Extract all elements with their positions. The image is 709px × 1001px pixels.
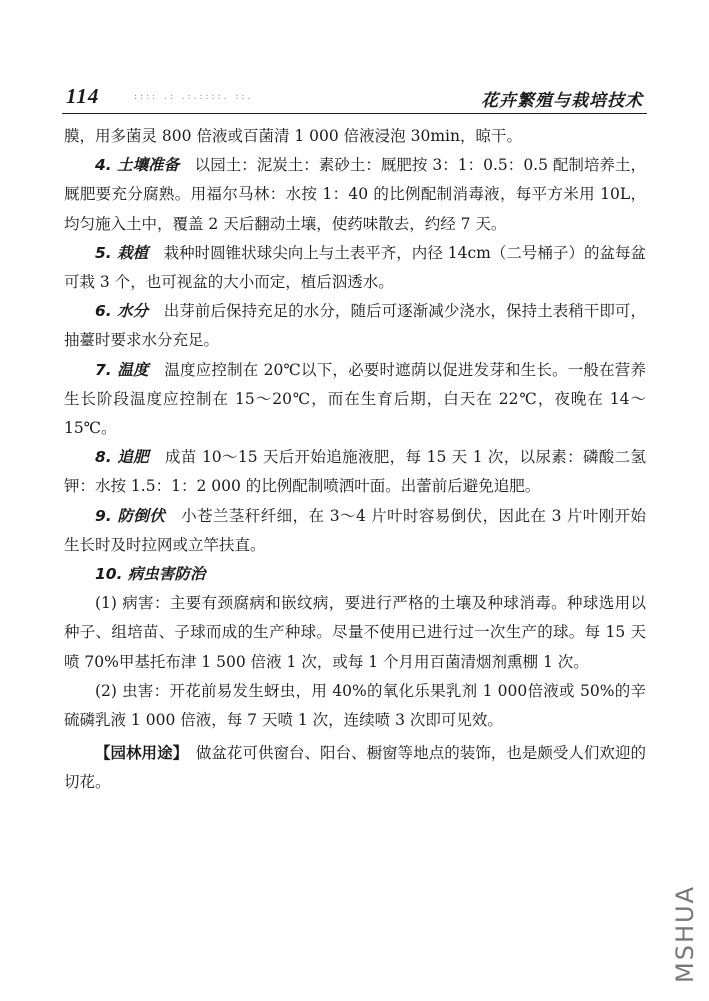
paragraph-text: (1) 病害：主要有颈腐病和嵌纹病，要进行严格的土壤及种球消毒。种球选用以种子、组培苗、子球而成的生产种球。尽量不使用已进行过一次生产的球。每 15 天喷 70%甲基托布津 1 500 倍液 1 次，或每 1 个月用百菌清烟剂熏棚 1 次。 (64, 594, 646, 671)
paragraph-lodging (64, 502, 646, 560)
paragraph-temperature (64, 356, 646, 444)
section-label: 9. 防倒伏 (95, 506, 166, 525)
paragraph-text: 小苍兰茎秆纤细，在 3～4 片叶时容易倒伏，因此在 3 片叶刚开始生长时及时拉网或立竿扶直。 (64, 506, 646, 554)
paragraph-text: 做盆花可供窗台、阳台、橱窗等地点的装饰，也是颇受人们欢迎的切花。 (64, 744, 646, 792)
paragraph-text: 出芽前后保持充足的水分，随后可逐渐减少浇水，保持土表稍干即可，抽薹时要求水分充足。 (64, 302, 646, 350)
paragraph-watering (64, 297, 646, 355)
paragraph-planting (64, 239, 646, 297)
section-label: 【园林用途】 (95, 744, 181, 763)
paragraph-landscape-use (64, 739, 646, 797)
paragraph-insects (64, 677, 646, 735)
paragraph-text: 成苗 10～15 天后开始追施液肥，每 15 天 1 次，以尿素：磷酸二氢钾：水按 1.5：1：2 000 的比例配制喷洒叶面。出蕾前后避免追肥。 (64, 448, 646, 496)
section-label: 6. 水分 (95, 302, 149, 321)
page-body (64, 122, 646, 798)
paragraph-diseases (64, 589, 646, 677)
page-number: 114 (66, 84, 100, 108)
page-header (62, 84, 647, 112)
paragraph-text: 以园土：泥炭土：素砂土：厩肥按 3：1：0.5：0.5 配制培养土，厩肥要充分腐熟。用福尔马林：水按 1：40 的比例配制消毒液，每平方米用 10L，均匀施入土中，覆盖 2 天后翻动土壤，使药味散去，约经 7 天。 (64, 156, 646, 233)
paragraph-fertilizing (64, 443, 646, 501)
paragraph-text: (2) 虫害：开花前易发生蚜虫，用 40%的氧化乐果乳剂 1 000倍液或 50%的辛硫磷乳液 1 000 倍液，每 7 天喷 1 次，连续喷 3 次即可见效。 (64, 681, 646, 730)
paragraph-text: 膜，用多菌灵 800 倍液或百菌清 1 000 倍液浸泡 30min，晾干。 (64, 127, 522, 145)
paragraph-continuation (64, 122, 646, 151)
section-label: 7. 温度 (95, 360, 149, 379)
paragraph-soil-preparation (64, 151, 646, 239)
paragraph-pest-control-heading (64, 560, 646, 589)
section-label: 5. 栽植 (95, 243, 149, 262)
section-label: 8. 追肥 (95, 448, 150, 467)
section-label: 10. 病虫害防治 (95, 565, 206, 584)
watermark: MSHUA (671, 885, 699, 983)
section-label: 4. 土壤准备 (95, 156, 180, 175)
running-title: 花卉繁殖与栽培技术 (481, 91, 643, 111)
header-rule (62, 113, 647, 114)
paragraph-text: 栽种时圆锥状球尖向上与土表平齐，内径 14cm（二号桶子）的盆每盆可栽 3 个，也可视盆的大小而定，植后泅透水。 (64, 243, 646, 292)
paragraph-text: 温度应控制在 20℃以下，必要时遮荫以促进发芽和生长。一般在营养生长阶段温度应控制在 15～20℃，而在生育后期，白天在 22℃，夜晚在 14～15℃。 (64, 360, 646, 438)
header-scan-noise: :::: .: .:.::::. ::. (134, 92, 254, 102)
